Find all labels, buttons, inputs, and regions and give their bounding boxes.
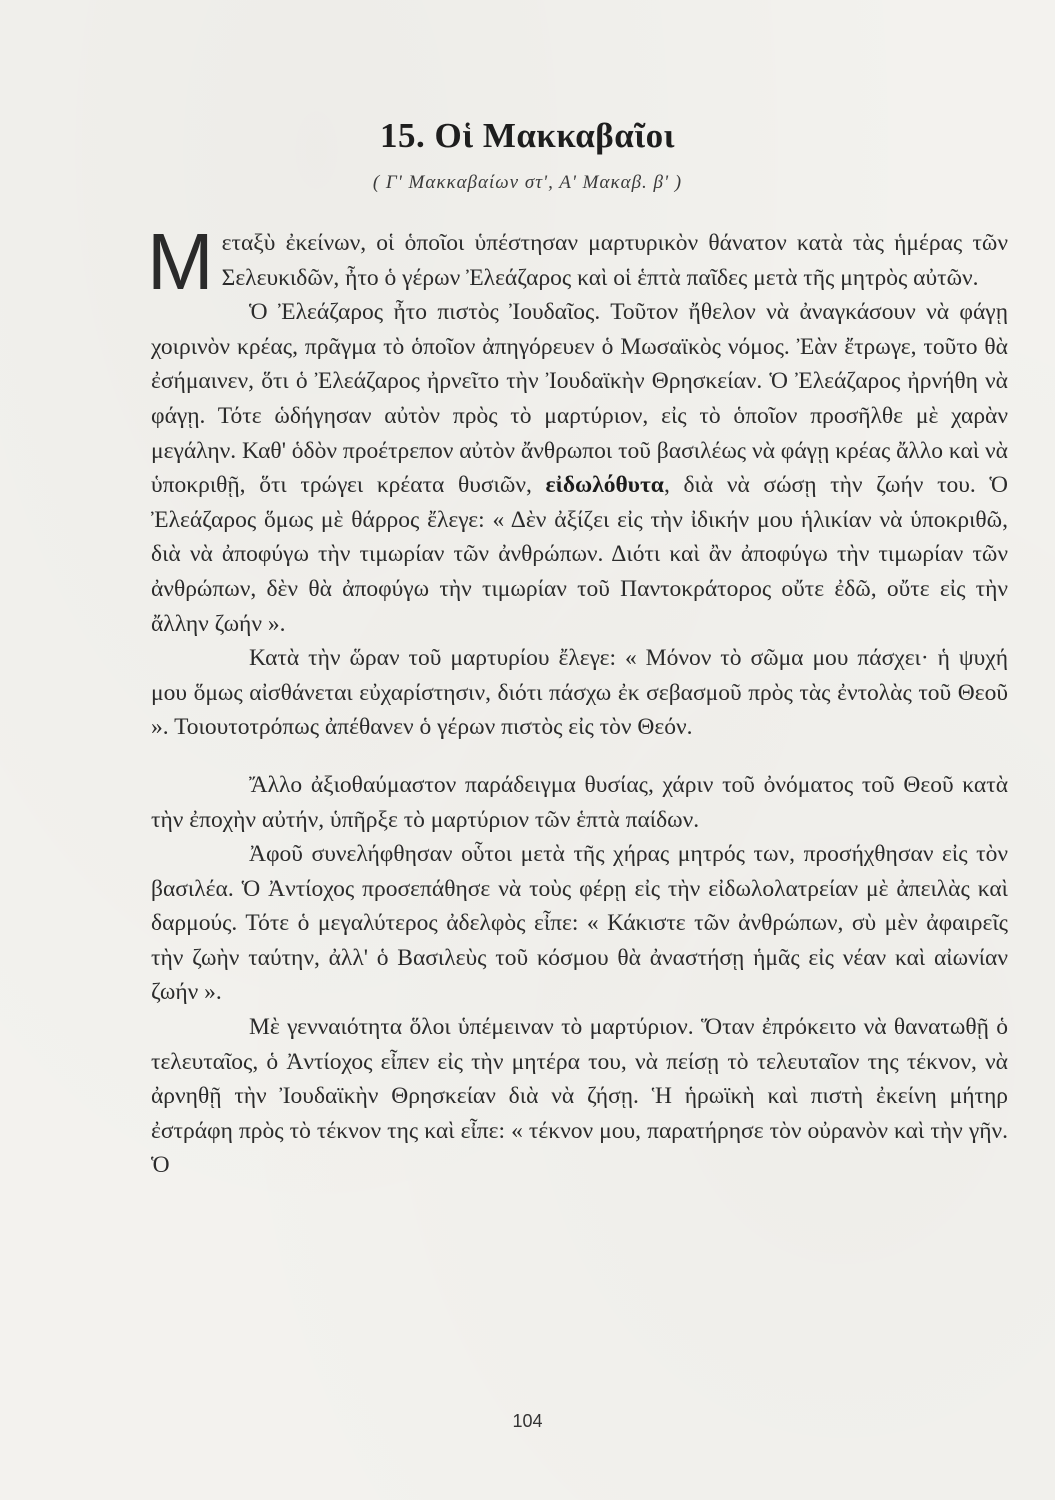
paragraph-3: Κατὰ τὴν ὥραν τοῦ μαρτυρίου ἔλεγε: « Μόνον τὸ σῶμα μου πάσχει· ἡ ψυχή μου ὅμως αἰσθάνεται εὐχαρίστησιν, διότι πάσχω ἐκ σεβασμοῦ πρὸς τὰς ἐντολὰς τοῦ Θεοῦ ». Τοιουτοτρόπως ἀπέθανεν ὁ γέρων πιστὸς εἰς τὸν Θεόν. [151, 645, 1008, 741]
scripture-reference: ( Γ' Μακκαβαίων στ', Α' Μακαβ. β' ) [372, 172, 683, 193]
chapter-body [147, 217, 1009, 1183]
chapter-title: 15. Οἱ Μακκαβαῖοι [380, 116, 675, 155]
paragraph-2 [151, 295, 1008, 641]
drop-cap: Μ [147, 217, 214, 306]
paragraph-2-text-a: Ὁ Ἐλεάζαρος ἦτο πιστὸς Ἰουδαῖος. Τοῦτον ἤθελον νὰ ἀναγκάσουν νὰ φάγῃ χοιρινὸν κρέας, πρᾶγμα τὸ ὁποῖον ἀπηγόρευεν ὁ Μωσαϊκὸς νόμος. Ἐὰν ἔτρωγε, τοῦτο θὰ ἐσήμαινεν, ὅτι ὁ Ἐλεάζαρος ἠρνεῖτο τὴν Ἰουδαϊκὴν Θρησκείαν. Ὁ Ἐλεάζαρος ἠρνήθη νὰ φάγῃ. Τότε ὡδήγησαν αὐτὸν πρὸς τὸ μαρτύριον, εἰς τὸ ὁποῖον προσῆλθε μὲ χαρὰν μεγάλην. Καθ' ὁδὸν προέτρεπον αὐτὸν ἄνθρωποι τοῦ βασιλέως νὰ φάγῃ κρέας ἄλλο καὶ νὰ ὑποκριθῇ, ὅτι τρώγει κρέατα θυσιῶν, [151, 299, 1008, 499]
bold-term: εἰδωλόθυτα [545, 472, 664, 499]
paragraph-2-text-b: , διὰ νὰ σώσῃ τὴν ζωήν του. Ὁ Ἐλεάζαρος ὅμως μὲ θάρρος ἔλεγε: « Δὲν ἀξίζει εἰς τὴν ἰδικήν μου ἡλικίαν νὰ ὑποκριθῶ, διὰ νὰ ἀποφύγω τὴν τιμωρίαν τῶν ἀνθρώπων. Διότι καὶ ἂν ἀποφύγω τὴν τιμωρίαν τῶν ἀνθρώπων, δὲν θὰ ἀποφύγω τὴν τιμωρίαν τοῦ Παντοκράτορος οὔτε ἐδῶ, οὔτε εἰς τὴν ἄλλην ζωήν ». [151, 472, 1009, 637]
paragraph-4: Ἄλλο ἀξιοθαύμαστον παράδειγμα θυσίας, χάριν τοῦ ὀνόματος τοῦ Θεοῦ κατὰ τὴν ἐποχὴν αὐτήν, ὑπῆρξε τὸ μαρτύριον τῶν ἑπτὰ παίδων. [151, 771, 1008, 833]
paragraph-1 [147, 217, 1008, 306]
paragraph-1-text: εταξὺ ἐκείνων, οἱ ὁποῖοι ὑπέστησαν μαρτυρικὸν θάνατον κατὰ τὰς ἡμέρας τῶν Σελευκιδῶν, ἦτο ὁ γέρων Ἐλεάζαρος καὶ οἱ ἑπτὰ παῖδες μετὰ τῆς μητρὸς αὐτῶν. [221, 230, 1008, 291]
paragraph-6: Μὲ γενναιότητα ὅλοι ὑπέμειναν τὸ μαρτύριον. Ὅταν ἐπρόκειτο νὰ θανατωθῇ ὁ τελευταῖος, ὁ Ἀντίοχος εἶπεν εἰς τὴν μητέρα του, νὰ πείσῃ τὸ τελευταῖον της τέκνον, νὰ ἀρνηθῇ τὴν Ἰουδαϊκὴν Θρησκείαν διὰ νὰ ζήσῃ. Ἡ ἡρωϊκὴ καὶ πιστὴ ἐκείνη μήτηρ ἐστράφη πρὸς τὸ τέκνον της καὶ εἶπε: « τέκνον μου, παρατήρησε τὸν οὐρανὸν καὶ τὴν γῆν. Ὁ [151, 1014, 1008, 1179]
paragraph-5: Ἀφοῦ συνελήφθησαν οὗτοι μετὰ τῆς χήρας μητρός των, προσήχθησαν εἰς τὸν βασιλέα. Ὁ Ἀντίοχος προσεπάθησε νὰ τοὺς φέρῃ εἰς τὴν εἰδωλολατρείαν μὲ ἀπειλὰς καὶ δαρμούς. Τότε ὁ μεγαλύτερος ἀδελφὸς εἶπε: « Κάκιστε τῶν ἀνθρώπων, σὺ μὲν ἀφαιρεῖς τὴν ζωὴν ταύτην, ἀλλ' ὁ Βασιλεὺς τοῦ κόσμου θὰ ἀναστήσῃ ἡμᾶς εἰς νέαν καὶ αἰωνίαν ζωήν ». [151, 841, 1008, 1006]
page-number: 104 [512, 1411, 543, 1431]
